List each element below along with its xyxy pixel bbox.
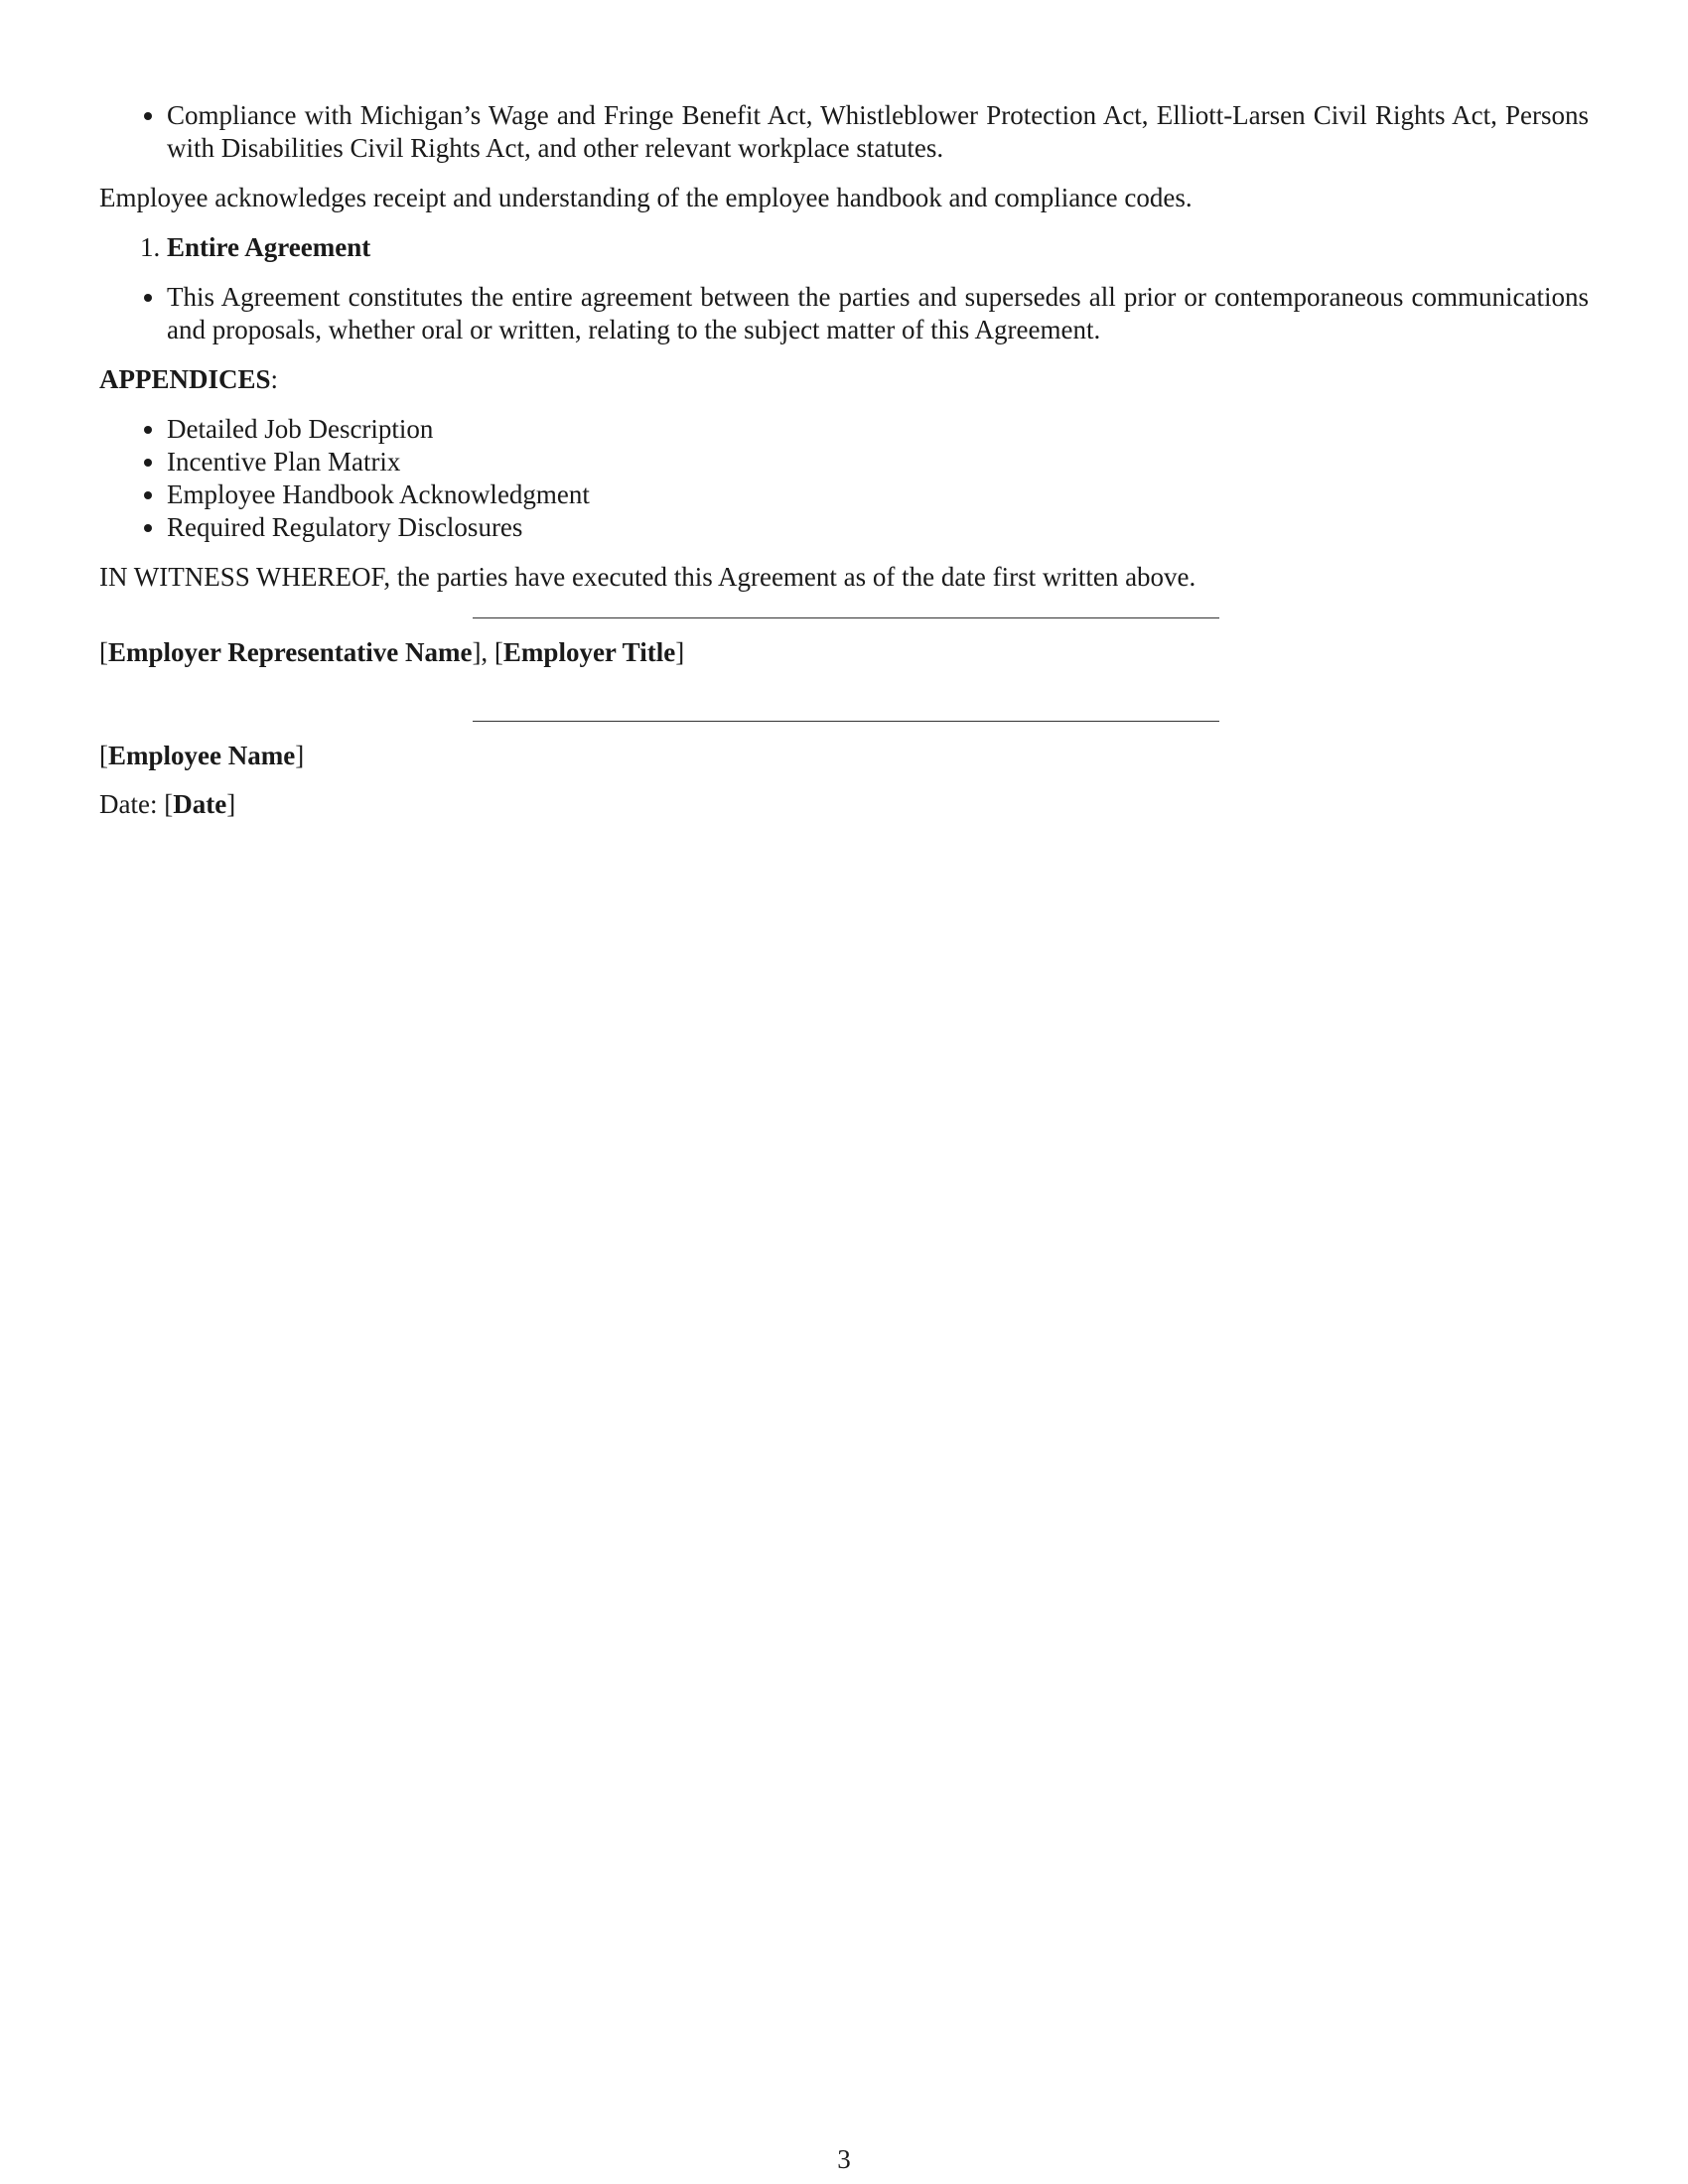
compliance-list [99,99,1589,165]
employer-signature-line [473,617,1219,618]
list-item-compliance: • Compliance with Michigan’s Wage and Fringe Benefit Act, Whistleblower Protection Act, Elliott-Larsen Civil Rights Act, Persons with Disabilities Civil Rights Act, and other relevant workplace statutes. [167,99,1589,165]
appendix-item: • Incentive Plan Matrix [167,446,1589,478]
employer-rep-name: Employer Representative Name [108,637,473,667]
employee-signature-block [99,721,1589,772]
witness-paragraph: IN WITNESS WHEREOF, the parties have executed this Agreement as of the date first written above. [99,562,1196,592]
date-label: Date: [99,789,158,819]
employee-signature-line [473,721,1219,722]
page-number: 3 [837,2144,851,2174]
acknowledgment-paragraph: Employee acknowledges receipt and understanding of the employee handbook and compliance codes. [99,183,1193,212]
section-entire-agreement [167,231,1589,264]
appendices-list [99,413,1589,544]
appendix-item: • Detailed Job Description [167,413,1589,446]
employee-signature-name: [Employee Name] [99,741,305,770]
appendices-heading-text: APPENDICES [99,364,271,394]
employer-signature-block [99,617,1589,669]
list-item-entire-agreement: • This Agreement constitutes the entire agreement between the parties and supersedes all prior or contemporaneous communications and proposals, whether oral or written, relating to the subject matter of this Agreement. [167,281,1589,346]
appendices-heading: APPENDICES: [99,364,279,394]
section-list [99,231,1589,264]
employer-signature-name: [Employer Representative Name], [Employer Title] [99,637,685,667]
entire-agreement-list [99,281,1589,346]
appendix-item: • Required Regulatory Disclosures [167,511,1589,544]
employee-name: Employee Name [108,741,296,770]
appendix-item: • Employee Handbook Acknowledgment [167,478,1589,511]
section-heading: Entire Agreement [167,232,371,262]
document-page [99,99,1589,838]
date-value: Date [173,789,227,819]
employer-title: Employer Title [502,637,676,667]
date-line: Date: [Date] [99,789,236,819]
